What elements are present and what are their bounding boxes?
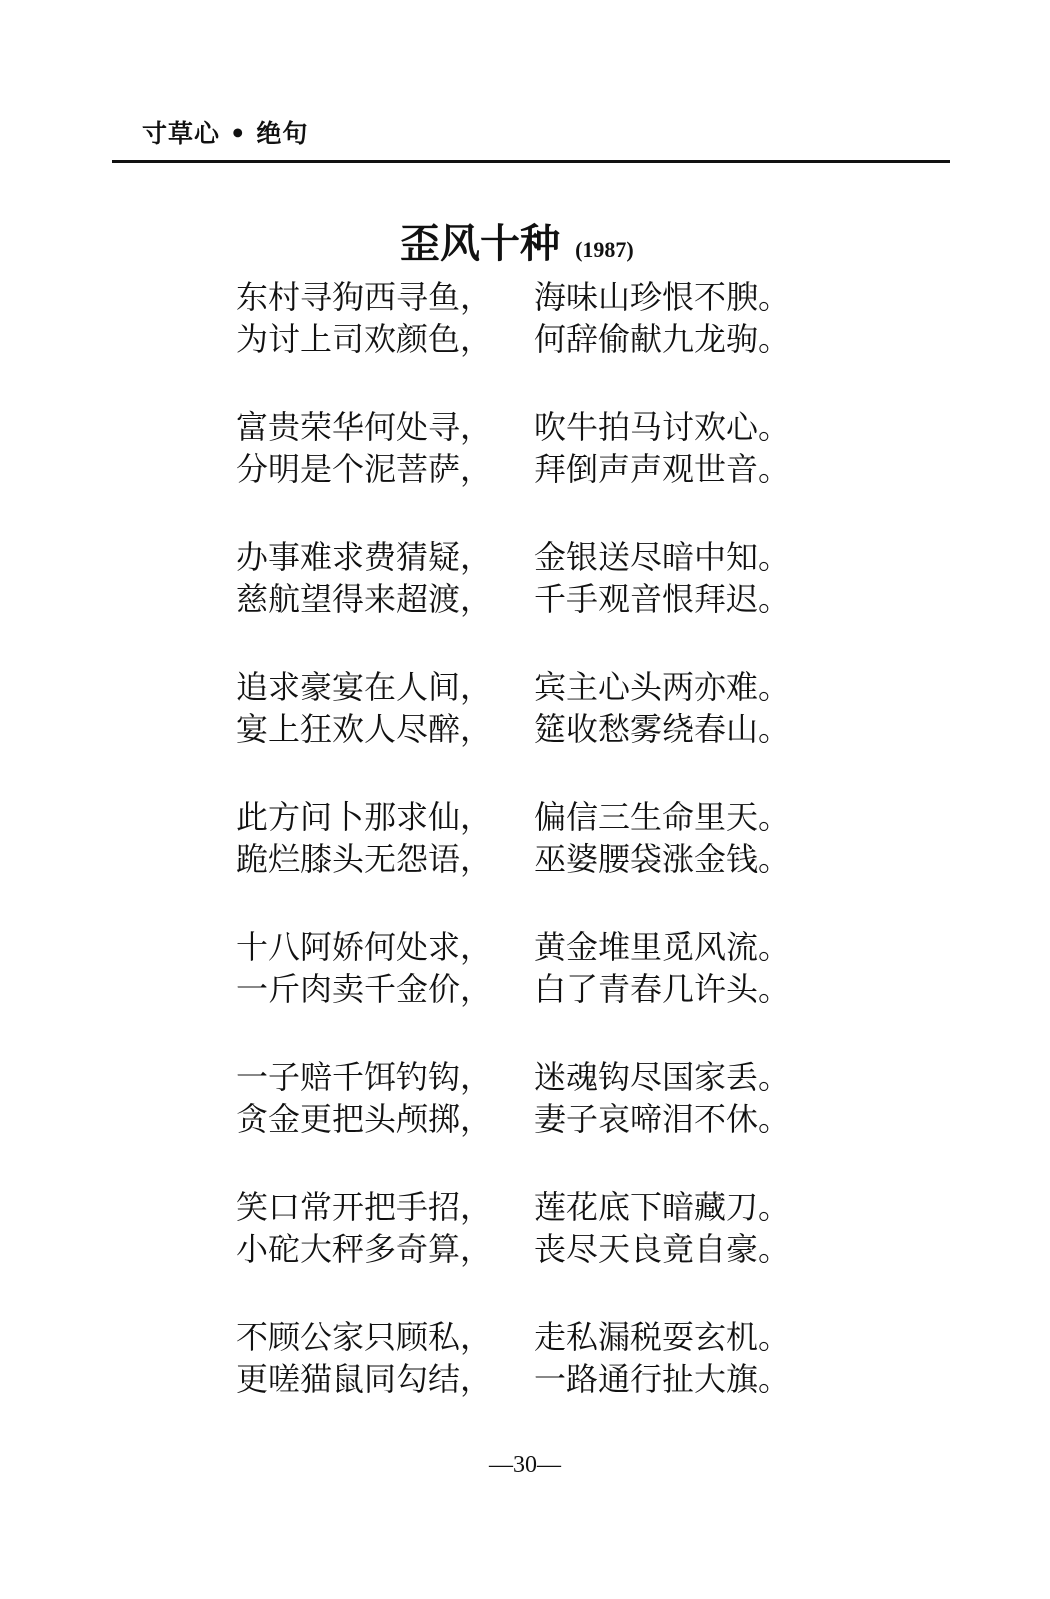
stanza-5: [236, 796, 790, 880]
verse-line: [236, 578, 790, 620]
verse-line: [236, 926, 790, 968]
verse-left: 追求豪宴在人间，: [236, 668, 493, 706]
verse-line: [236, 666, 790, 708]
verse-right: 千手观音恨拜迟。: [534, 580, 791, 618]
verse-line: [236, 276, 790, 318]
verse-left: 宴上狂欢人尽醉，: [236, 710, 493, 748]
verse-left: 东村寻狗西寻鱼，: [236, 278, 493, 316]
verse-right: 走私漏税耍玄机。: [534, 1318, 791, 1356]
verse-line: [236, 318, 790, 360]
verse-right: 海味山珍恨不腴。: [534, 278, 791, 316]
verse-right: 莲花底下暗藏刀。: [534, 1188, 791, 1226]
page-number: —30—: [489, 1452, 561, 1478]
stanza-3: [236, 536, 790, 620]
verse-line: [236, 1186, 790, 1228]
verse-left: 慈航望得来超渡，: [236, 580, 493, 618]
verse-right: 何辞偷献九龙驹。: [534, 320, 791, 358]
verse-left: 一子赔千饵钓钩，: [236, 1058, 493, 1096]
poem-title-line: [400, 212, 634, 269]
stanza-6: [236, 926, 790, 1010]
verse-line: [236, 796, 790, 838]
verse-right: 一路通行扯大旗。: [534, 1360, 791, 1398]
verse-right: 偏信三生命里天。: [534, 798, 791, 836]
verse-right: 白了青春几许头。: [534, 970, 791, 1008]
verse-right: 巫婆腰袋涨金钱。: [534, 840, 791, 878]
verse-line: [236, 1228, 790, 1270]
verse-left: 不顾公家只顾私，: [236, 1318, 493, 1356]
verse-left: 十八阿娇何处求，: [236, 928, 493, 966]
poem-body: [236, 276, 790, 1446]
verse-right: 筵收愁雾绕春山。: [534, 710, 791, 748]
verse-left: 为讨上司欢颜色，: [236, 320, 493, 358]
stanza-4: [236, 666, 790, 750]
verse-right: 吹牛拍马讨欢心。: [534, 408, 791, 446]
verse-left: 此方问卜那求仙，: [236, 798, 493, 836]
verse-line: [236, 1098, 790, 1140]
header-rule: [112, 160, 950, 163]
verse-left: 办事难求费猜疑，: [236, 538, 493, 576]
verse-left: 小砣大秤多奇算，: [236, 1230, 493, 1268]
stanza-2: [236, 406, 790, 490]
verse-left: 一斤肉卖千金价，: [236, 970, 493, 1008]
verse-line: [236, 838, 790, 880]
verse-right: 宾主心头两亦难。: [534, 668, 791, 706]
verse-line: [236, 448, 790, 490]
verse-line: [236, 1056, 790, 1098]
poem-year: (1987): [575, 237, 634, 262]
verse-right: 黄金堆里觅风流。: [534, 928, 791, 966]
verse-right: 拜倒声声观世音。: [534, 450, 791, 488]
stanza-7: [236, 1056, 790, 1140]
verse-left: 更嗟猫鼠同勾结，: [236, 1360, 493, 1398]
verse-right: 迷魂钩尽国家丢。: [534, 1058, 791, 1096]
stanza-1: [236, 276, 790, 360]
verse-line: [236, 708, 790, 750]
verse-left: 富贵荣华何处寻，: [236, 408, 493, 446]
stanza-9: [236, 1316, 790, 1400]
verse-left: 贪金更把头颅掷，: [236, 1100, 493, 1138]
verse-left: 笑口常开把手招，: [236, 1188, 493, 1226]
verse-line: [236, 536, 790, 578]
stanza-8: [236, 1186, 790, 1270]
verse-line: [236, 968, 790, 1010]
poem-title: 歪风十种: [400, 221, 560, 267]
verse-right: 妻子哀啼泪不休。: [534, 1100, 791, 1138]
verse-right: 金银送尽暗中知。: [534, 538, 791, 576]
verse-left: 分明是个泥菩萨，: [236, 450, 493, 488]
verse-right: 丧尽天良竟自豪。: [534, 1230, 791, 1268]
running-header: 寸草心 • 绝句: [142, 119, 309, 148]
verse-line: [236, 1316, 790, 1358]
verse-line: [236, 1358, 790, 1400]
verse-line: [236, 406, 790, 448]
verse-left: 跪烂膝头无怨语，: [236, 840, 493, 878]
